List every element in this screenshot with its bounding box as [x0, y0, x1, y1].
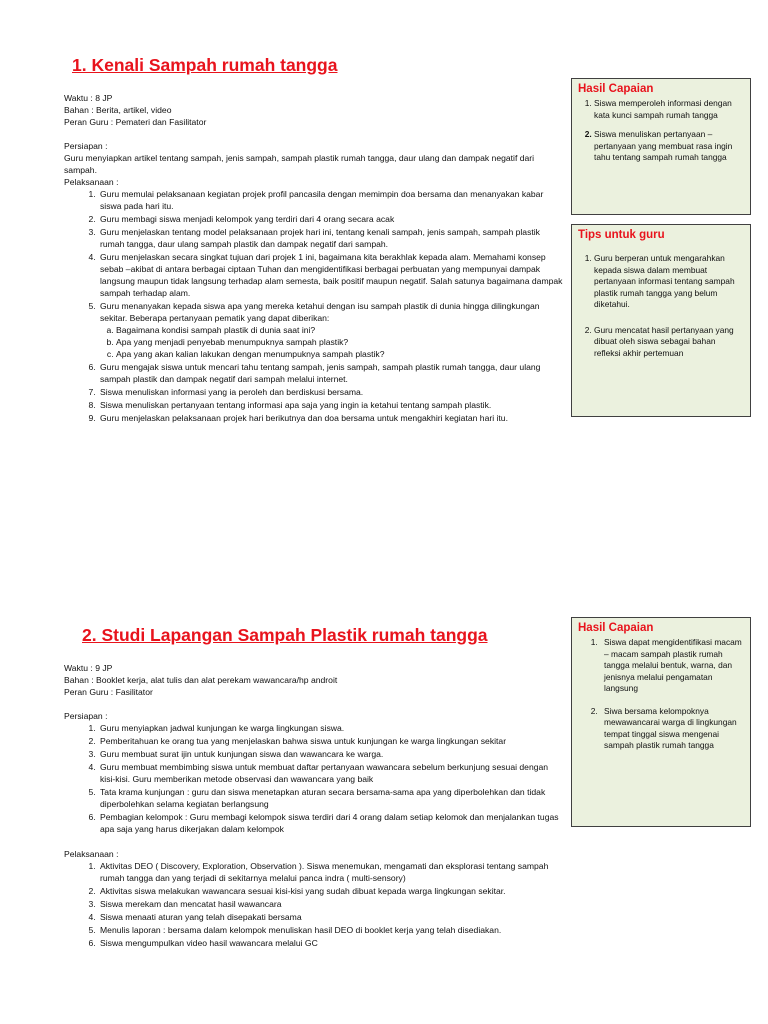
- question-item: a. Bagaimana kondisi sampah plastik di dunia saat ini?: [116, 324, 564, 336]
- list-item: 2. Siwa bersama kelompoknya mewawancarai warga di lingkungan tempat tinggal siswa mengenai sampah plastik rumah tangga: [600, 706, 744, 752]
- box-list: [578, 637, 744, 752]
- list-item: 9. Guru menjelaskan pelaksanaan projek hari berikutnya dan doa bersama untuk mengakhiri kegiatan hari itu.: [98, 412, 564, 424]
- list-item: 3. Guru membuat surat ijin untuk kunjungan siswa dan wawancara ke warga.: [98, 748, 564, 760]
- list-item: 6. Guru mengajak siswa untuk mencari tahu tentang sampah, jenis sampah, sampah plastik rumah tangga, daur ulang sampah plastik dan dampak negatif dari sampah melalui internet.: [98, 361, 564, 385]
- bahan-text: Bahan : Berita, artikel, video: [64, 105, 172, 115]
- hasil-capaian-box-2: [571, 617, 751, 827]
- section-2-meta: [64, 662, 564, 698]
- list-item: 8. Siswa menuliskan pertanyaan tentang informasi apa saja yang ingin ia ketahui tentang sampah plastik.: [98, 399, 564, 411]
- persiapan-label: Persiapan :: [64, 711, 108, 721]
- peran-guru-text: Peran Guru : Fasilitator: [64, 687, 153, 697]
- list-item: 1. Siswa memperoleh informasi dengan kata kunci sampah rumah tangga: [594, 98, 744, 121]
- persiapan-text: Guru menyiapkan artikel tentang sampah, jenis sampah, sampah plastik rumah tangga, daur ulang dan dampak negatif dari sampah.: [64, 153, 535, 175]
- list-item: 1. Aktivitas DEO ( Discovery, Exploration, Observation ). Siswa menemukan, mengamati dan eksplorasi tentang sampah rumah tangga dan yang terjadi di sekitarnya melalui panca indra ( multi-sensory): [98, 860, 564, 884]
- box-title: Hasil Capaian: [578, 83, 654, 95]
- section-kenali-sampah: [64, 54, 564, 425]
- list-item: 6. Pembagian kelompok : Guru membagi kelompok siswa terdiri dari 4 orang dalam setiap kelomok dan menjalankan tugas apa saja yang harus dikerjakan dalam kelompok: [98, 811, 564, 835]
- list-item: 1. Guru berperan untuk mengarahkan kepada siswa dalam membuat pertanyaan informasi tentang sampah plastik rumah tangga yang belum diketahui.: [594, 253, 744, 311]
- section-2-title: 2. Studi Lapangan Sampah Plastik rumah tangga: [82, 625, 488, 645]
- list-item: 4. Guru menjelaskan secara singkat tujuan dari projek 1 ini, bagaimana kita berakhlak kepada alam. Memahami konsep sebab –akibat di antara berbagai ciptaan Tuhan dan mengidentifikasi berbagai perbuatan yang mempunyai dampak langsung maupun tidak langsung terhadap alam semesta, baik positif maupun negatif. Salah satunya bagaimana dampak sampah terhadap alam.: [98, 251, 564, 299]
- list-item: 4. Guru membuat membimbing siswa untuk membuat daftar pertanyaan wawancara sebelum berkunjung sesuai dengan kisi-kisi. Guru memberikan metode observasi dan wawancara yang baik: [98, 761, 564, 785]
- persiapan-list: [64, 722, 564, 835]
- list-item: 6. Siswa mengumpulkan video hasil wawancara melalui GC: [98, 937, 564, 949]
- list-item: 3. Guru menjelaskan tentang model pelaksanaan projek hari ini, tentang kenali sampah, jenis sampah, sampah plastik rumah tangga, daur ulang sampah plastik dan dampak negatif dari sampah.: [98, 226, 564, 250]
- question-item: b. Apa yang menjadi penyebab menumpuknya sampah plastik?: [116, 336, 564, 348]
- list-item: 3. Siswa merekam dan mencatat hasil wawancara: [98, 898, 564, 910]
- tips-guru-box: [571, 224, 751, 417]
- pematik-questions: [100, 324, 564, 360]
- list-item: 1. Guru memulai pelaksanaan kegiatan projek profil pancasila dengan memimpin doa bersama dan menanyakan kabar siswa pada hari itu.: [98, 188, 564, 212]
- list-item: [98, 300, 564, 360]
- waktu-text: Waktu : 9 JP: [64, 663, 113, 673]
- list-item: 2. Guru membagi siswa menjadi kelompok yang terdiri dari 4 orang secara acak: [98, 213, 564, 225]
- question-item: c. Apa yang akan kalian lakukan dengan menumpuknya sampah plastik?: [116, 348, 564, 360]
- section-1-meta: [64, 92, 564, 128]
- section-studi-lapangan: [64, 624, 564, 950]
- persiapan-label: Persiapan :: [64, 141, 108, 151]
- box-list: [578, 98, 744, 164]
- list-item: 1. Guru menyiapkan jadwal kunjungan ke warga lingkungan siswa.: [98, 722, 564, 734]
- pelaksanaan-label: Pelaksanaan :: [64, 177, 119, 187]
- list-item: 2. Aktivitas siswa melakukan wawancara sesuai kisi-kisi yang sudah dibuat kepada warga lingkungan sekitar.: [98, 885, 564, 897]
- bahan-text: Bahan : Booklet kerja, alat tulis dan alat perekam wawancara/hp androit: [64, 675, 338, 685]
- list-item: 5. Menulis laporan : bersama dalam kelompok menuliskan hasil DEO di booklet kerja yang telah disediakan.: [98, 924, 564, 936]
- pelaksanaan-list: [64, 860, 564, 949]
- list-item-text: Guru menanyakan kepada siswa apa yang mereka ketahui dengan isu sampah plastik di dunia hingga dilingkungan sekitar. Beberapa pertanyaan pematik yang dapat diberikan:: [100, 301, 540, 323]
- section-1-title: 1. Kenali Sampah rumah tangga: [72, 55, 338, 75]
- box-title: Tips untuk guru: [578, 229, 665, 241]
- box-list: [578, 253, 744, 359]
- list-item: 2. Guru mencatat hasil pertanyaan yang dibuat oleh siswa sebagai bahan refleksi akhir pertemuan: [594, 325, 744, 360]
- pelaksanaan-label: Pelaksanaan :: [64, 849, 119, 859]
- pelaksanaan-list: [64, 188, 564, 424]
- hasil-capaian-box-1: [571, 78, 751, 215]
- list-item: 7. Siswa menuliskan informasi yang ia peroleh dan berdiskusi bersama.: [98, 386, 564, 398]
- peran-guru-text: Peran Guru : Pemateri dan Fasilitator: [64, 117, 207, 127]
- list-item: 1. Siswa dapat mengidentifikasi macam – macam sampah plastik rumah tangga melalui bentuk, warna, dan jenisnya melalui pengamatan langsung: [600, 637, 744, 695]
- waktu-text: Waktu : 8 JP: [64, 93, 113, 103]
- list-item: 4. Siswa menaati aturan yang telah disepakati bersama: [98, 911, 564, 923]
- list-item: 5. Tata krama kunjungan : guru dan siswa menetapkan aturan secara bersama-sama apa yang diperbolehkan dan tidak diperbolehkan selama kegiatan berlangsung: [98, 786, 564, 810]
- list-item: 2. Siswa menuliskan pertanyaan – pertanyaan yang membuat rasa ingin tahu tentang sampah rumah tangga: [594, 129, 744, 164]
- list-item: 2. Pemberitahuan ke orang tua yang menjelaskan bahwa siswa untuk kunjungan ke warga lingkungan sekitar: [98, 735, 564, 747]
- box-title: Hasil Capaian: [578, 622, 654, 634]
